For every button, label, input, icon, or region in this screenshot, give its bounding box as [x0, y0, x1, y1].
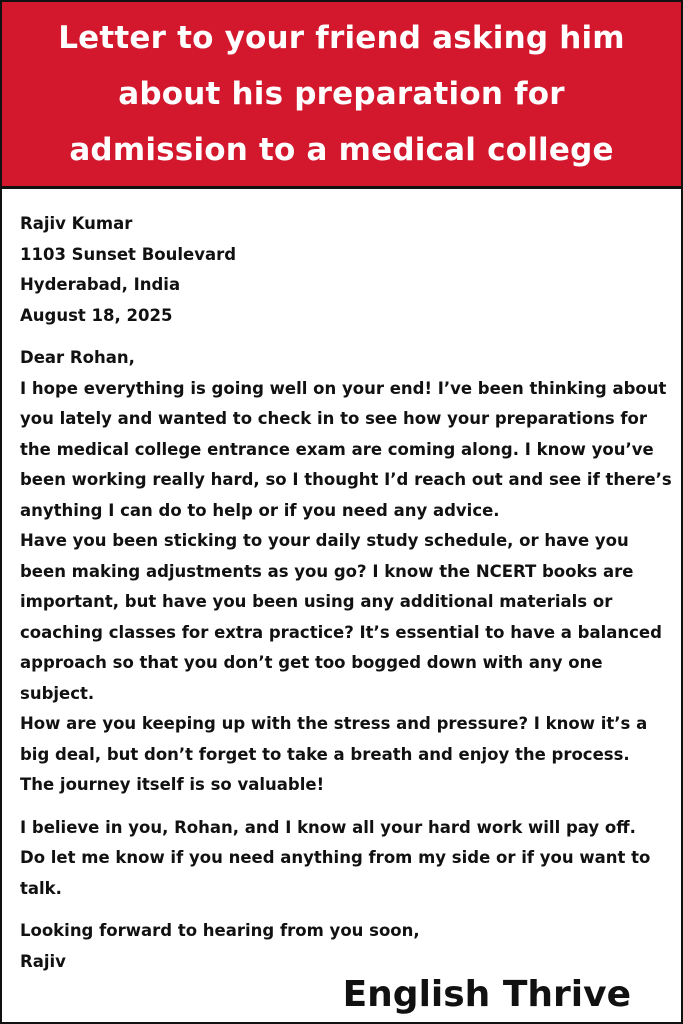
title-line-3: admission to a medical college	[69, 132, 614, 168]
paragraph-line: big deal, but don’t forget to take a breath and enjoy the process.	[20, 744, 630, 764]
paragraph-line: talk.	[20, 878, 62, 898]
paragraph-line: approach so that you don’t get too bogged down with any one	[20, 653, 603, 672]
closing: Looking forward to hearing from you soon,	[20, 921, 420, 940]
brand-watermark: English Thrive	[342, 974, 631, 1015]
letter-body	[20, 209, 670, 977]
sender-address	[20, 209, 670, 331]
sender-city: Hyderabad, India	[20, 275, 181, 294]
paragraph-line: How are you keeping up with the stress and pressure? I know it’s a	[20, 714, 648, 733]
signature: Rajiv	[20, 951, 66, 971]
paragraph-line: I hope everything is going well on your end! I’ve been thinking about	[20, 378, 667, 398]
paragraph-line: anything I can do to help or if you need any advice.	[20, 500, 500, 520]
paragraph-3	[20, 709, 670, 801]
letter-date: August 18, 2025	[20, 305, 173, 325]
paragraph-line: I believe in you, Rohan, and I know all your hard work will pay off.	[20, 817, 636, 837]
paragraph-line: been working really hard, so I thought I’d reach out and see if there’s	[20, 470, 672, 489]
paragraph-line: coaching classes for extra practice? It’s essential to have a balanced	[20, 622, 662, 642]
paragraph-line: you lately and wanted to check in to see how your preparations for	[20, 409, 648, 428]
title-banner	[2, 2, 681, 189]
paragraph-line: important, but have you been using any additional materials or	[20, 592, 613, 611]
paragraph-line: been making adjustments as you go? I know the NCERT books are	[20, 561, 634, 581]
title-line-2: about his preparation for	[118, 76, 565, 112]
paragraph-2	[20, 526, 670, 709]
paragraph-line: The journey itself is so valuable!	[20, 775, 325, 794]
title-line-1: Letter to your friend asking him	[58, 20, 625, 56]
paragraph-4	[20, 813, 670, 905]
sender-street: 1103 Sunset Boulevard	[20, 244, 237, 264]
paragraph-1	[20, 374, 670, 527]
greeting: Dear Rohan,	[20, 348, 135, 367]
paragraph-line: Do let me know if you need anything from my side or if you want to	[20, 848, 651, 867]
paragraph-line: the medical college entrance exam are coming along. I know you’ve	[20, 439, 654, 459]
sender-name: Rajiv Kumar	[20, 214, 133, 233]
paragraph-line: Have you been sticking to your daily study schedule, or have you	[20, 531, 629, 550]
paragraph-line: subject.	[20, 683, 95, 703]
